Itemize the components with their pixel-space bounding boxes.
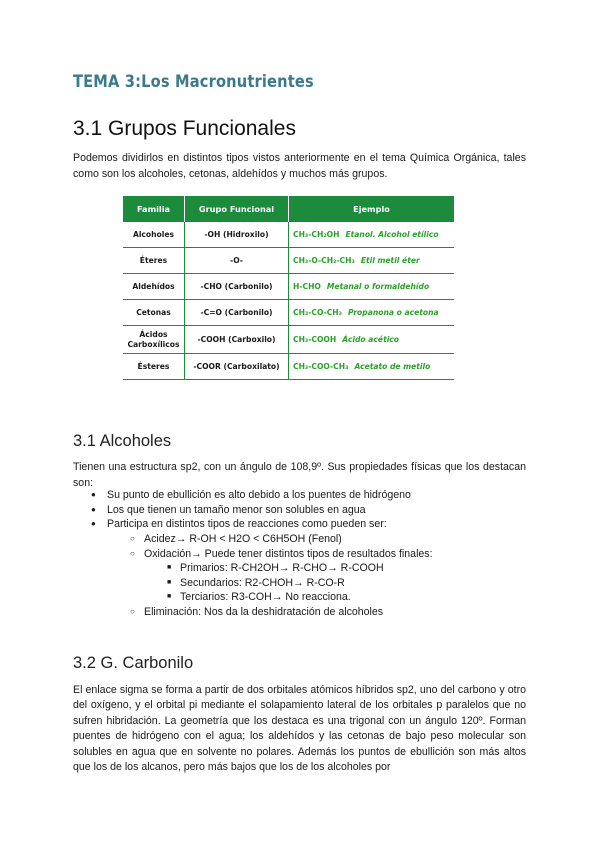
list-item: ● Su punto de ebullición es alto debido a los puentes de hidrógeno xyxy=(107,488,411,503)
list-item: ● Los que tienen un tamaño menor son solubles en agua xyxy=(107,503,411,518)
list-item: ■ Secundarios: R2-CHOH→ R-CO-R xyxy=(180,576,384,591)
reactions-sub-list-b xyxy=(144,605,383,620)
example-formula: CH₃-CH₂OH xyxy=(293,230,340,239)
cell-ejemplo xyxy=(289,274,455,300)
section-heading-carbonilo: 3.2 G. Carbonilo xyxy=(73,654,194,672)
cell-grupo: -COOR (Carboxilato) xyxy=(185,354,289,380)
example-formula: CH₃-CO-CH₃ xyxy=(293,308,342,317)
section-text-carbonilo: El enlace sigma se forma a partir de dos orbitales atómicos híbridos sp2, uno del carbono y otro del oxígeno, y el orbital pi mediante el solapamiento lateral de los orbitales p paralelos que no sufren hibridación. La geometría que los destaca es una trigonal con un ángulo 120º. Forman puentes de hidrógeno con el agua; los aldehídos y las cetonas de bajo peso molecular son solubles en agua que en solvente no polares. Además los puntos de ebullición son más altos que los de los alcanos, pero más bajos que los de los alcoholes por xyxy=(73,684,526,774)
cell-familia: Alcoholes xyxy=(123,222,185,248)
list-item: ● Participa en distintos tipos de reacciones como pueden ser: xyxy=(107,517,411,532)
example-formula: CH₃-O-CH₂-CH₃ xyxy=(293,256,355,265)
cell-grupo: -C=O (Carbonilo) xyxy=(185,300,289,326)
header-grupo: Grupo Funcional xyxy=(185,196,289,222)
section-heading-alcoholes: 3.1 Alcoholes xyxy=(73,432,172,450)
example-name: Etil metil éter xyxy=(360,256,420,265)
cell-ejemplo xyxy=(289,300,455,326)
list-item: ○ Oxidación→ Puede tener distintos tipos de resultados finales: xyxy=(144,547,433,562)
table-row xyxy=(123,248,454,274)
example-name: Acetato de metilo xyxy=(354,362,431,371)
example-name: Metanal o formaldehído xyxy=(326,282,430,291)
reactions-sub-list-a xyxy=(144,532,433,561)
section-intro-grupos: Podemos dividirlos en distintos tipos vistos anteriormente en el tema Química Orgánica, tales como son los alcoholes, cetonas, aldehídos y muchos más grupos. xyxy=(73,152,526,180)
list-item: ○ Acidez→ R-OH < H2O < C6H5OH (Fenol) xyxy=(144,532,433,547)
example-name: Etanol. Alcohol etílico xyxy=(345,230,439,239)
example-name: Propanona o acetona xyxy=(347,308,439,317)
example-formula: CH₃-COO-CH₃ xyxy=(293,362,349,371)
example-formula: H-CHO xyxy=(293,282,321,291)
cell-grupo: -OH (Hidroxilo) xyxy=(185,222,289,248)
cell-familia: Cetonas xyxy=(123,300,185,326)
cell-ejemplo xyxy=(289,354,455,380)
cell-ejemplo xyxy=(289,326,455,354)
cell-ejemplo xyxy=(289,248,455,274)
header-ejemplo: Ejemplo xyxy=(289,196,455,222)
table-row xyxy=(123,222,454,248)
list-item: ■ Primarios: R-CH2OH→ R-CHO→ R-COOH xyxy=(180,561,384,576)
cell-grupo: -O- xyxy=(185,248,289,274)
cell-familia: Ésteres xyxy=(123,354,185,380)
functional-groups-table xyxy=(123,196,454,380)
section-intro-alcoholes: Tienen una estructura sp2, con un ángulo de 108,9º. Sus propiedades físicas que los destacan son: xyxy=(73,461,526,489)
table-row xyxy=(123,274,454,300)
oxidation-list xyxy=(180,561,384,605)
cell-familia: Éteres xyxy=(123,248,185,274)
table-row xyxy=(123,326,454,354)
cell-grupo: -COOH (Carboxilo) xyxy=(185,326,289,354)
cell-ejemplo xyxy=(289,222,455,248)
list-item: ■ Terciarios: R3-COH→ No reacciona. xyxy=(180,590,384,605)
alcoholes-bullet-list xyxy=(107,488,411,532)
list-item: ○ Eliminación: Nos da la deshidratación de alcoholes xyxy=(144,605,383,620)
chapter-title: TEMA 3:Los Macronutrientes xyxy=(73,72,314,92)
table-header-row xyxy=(123,196,454,222)
cell-grupo: -CHO (Carbonilo) xyxy=(185,274,289,300)
cell-familia: Ácidos Carboxílicos xyxy=(123,326,185,354)
table-row xyxy=(123,354,454,380)
example-name: Ácido acético xyxy=(342,334,400,344)
section-heading-grupos: 3.1 Grupos Funcionales xyxy=(73,117,296,140)
example-formula: CH₃-COOH xyxy=(293,334,337,344)
header-familia: Familia xyxy=(123,196,185,222)
cell-familia: Aldehídos xyxy=(123,274,185,300)
table-row xyxy=(123,300,454,326)
